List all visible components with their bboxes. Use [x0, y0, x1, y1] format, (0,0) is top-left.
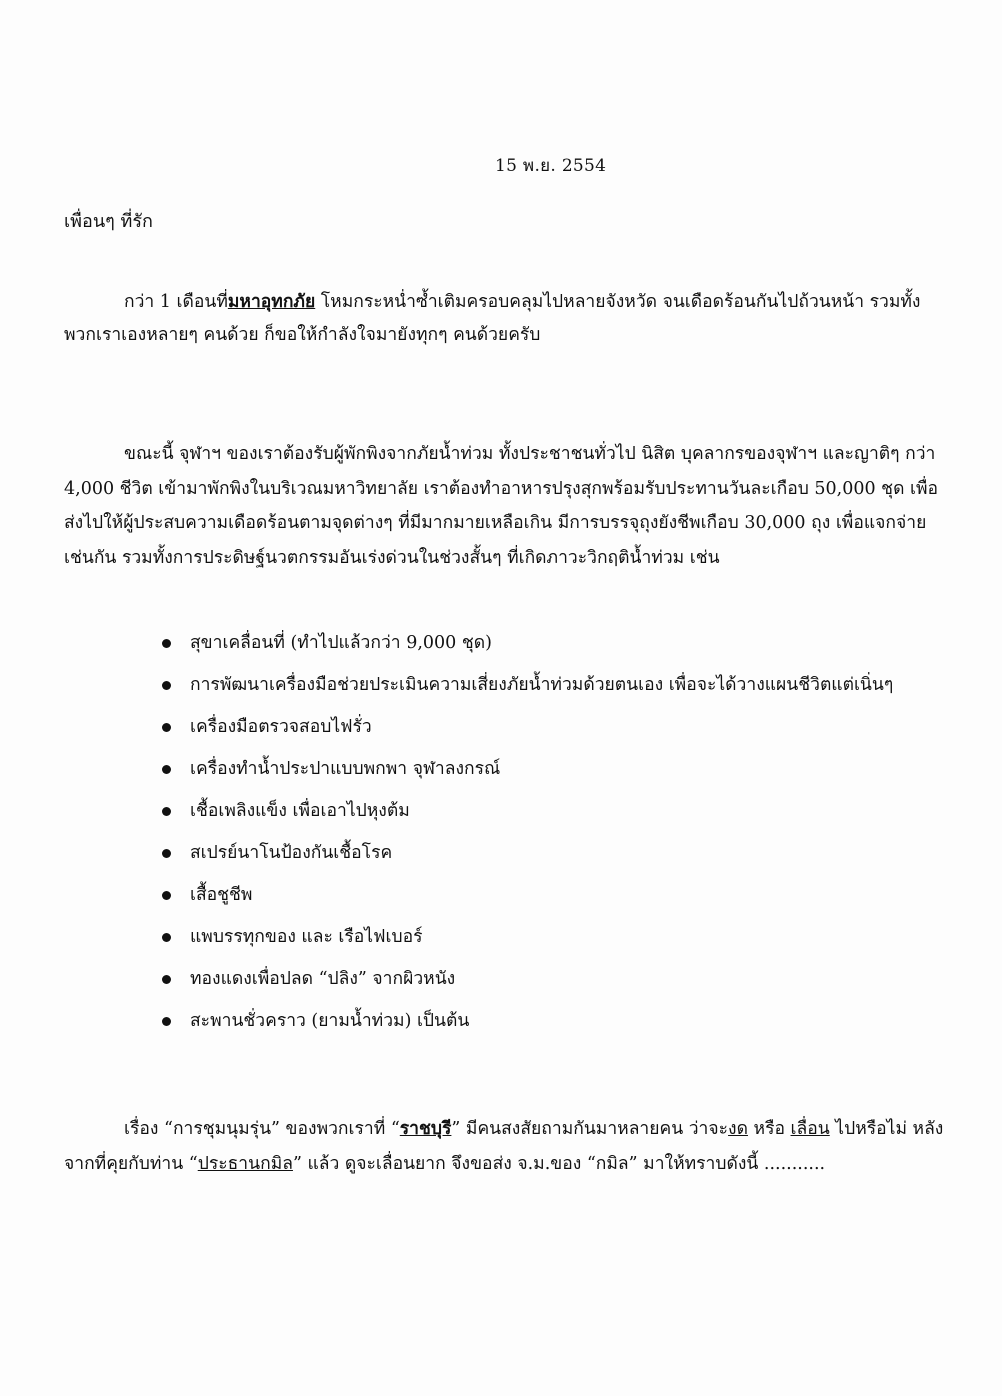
- bullet-icon: [162, 849, 171, 858]
- paragraph-chula-relief: ขณะนี้ จุฬาฯ ของเราต้องรับผู้พักพิงจากภัยน้ำท่วม ทั้งประชาชนทั่วไป นิสิต บุคลากรของจุฬาฯ และญาติๆ กว่า 4,000 ชีวิต เข้ามาพักพิงในบริเวณมหาวิทยาลัย เราต้องทำอาหารปรุงสุกพร้อมรับประทานวันละเกือบ 50,000 ชุด เพื่อส่งไปให้ผู้ประสบความเดือดร้อนตามจุดต่างๆ ที่มีมากมายเหลือเกิน มีการบรรจุถุงยังชีพเกือบ 30,000 ถุง เพื่อแจกจ่ายเช่นกัน รวมทั้งการประดิษฐ์นวตกรรมอันเร่งด่วนในช่วงสั้นๆ ที่เกิดภาวะวิกฤติน้ำท่วม เช่น: [64, 444, 939, 568]
- list-item: [160, 628, 900, 658]
- bullet-icon: [162, 891, 171, 900]
- para3-text-4: ไปหรือไม่ หลังจากที่คุยกับท่าน “: [64, 1119, 944, 1174]
- list-item: [160, 1006, 900, 1036]
- list-item: [160, 838, 900, 868]
- letter-greeting: เพื่อนๆ ที่รัก: [64, 211, 153, 232]
- para3-cancel-word: งด: [728, 1119, 748, 1139]
- list-item: [160, 670, 900, 700]
- letter-date: 15 พ.ย. 2554: [495, 156, 607, 176]
- list-item: [160, 964, 900, 994]
- list-item-text: สุขาเคลื่อนที่ (ทำไปแล้วกว่า 9,000 ชุด): [190, 633, 492, 653]
- list-item-text: สะพานชั่วคราว (ยามน้ำท่วม) เป็นต้น: [190, 1011, 470, 1031]
- innovation-list: [160, 628, 900, 1048]
- para3-text-1: เรื่อง “การชุมนุมรุ่น” ของพวกเราที่ “: [124, 1119, 400, 1139]
- para3-text-3: หรือ: [747, 1119, 791, 1139]
- list-item: [160, 796, 900, 826]
- bullet-icon: [162, 975, 171, 984]
- list-item: [160, 880, 900, 910]
- list-item: [160, 754, 900, 784]
- para3-postpone-word: เลื่อน: [790, 1119, 830, 1139]
- list-item-text: สเปรย์นาโนป้องกันเชื้อโรค: [190, 843, 393, 863]
- bullet-icon: [162, 681, 171, 690]
- list-item-text: เชื้อเพลิงแข็ง เพื่อเอาไปหุงต้ม: [190, 801, 410, 821]
- list-item-text: ทองแดงเพื่อปลด “ปลิง” จากผิวหนัง: [190, 969, 456, 989]
- list-item-text: การพัฒนาเครื่องมือช่วยประเมินความเสี่ยงภัยน้ำท่วมด้วยตนเอง เพื่อจะได้วางแผนชีวิตแต่เนิ่นๆ: [190, 675, 894, 695]
- paragraph-flood-intro: [64, 286, 944, 352]
- para3-text-5: ” แล้ว ดูจะเลื่อนยาก จึงขอส่ง จ.ม.ของ “กมิล” มาให้ทราบดังนี้ ...........: [292, 1154, 826, 1174]
- para3-ratchaburi: ราชบุรี: [399, 1119, 452, 1139]
- list-item: [160, 712, 900, 742]
- bullet-icon: [162, 639, 171, 648]
- bullet-icon: [162, 807, 171, 816]
- para3-text-2: ” มีคนสงสัยถามกันมาหลายคน ว่าจะ: [451, 1119, 729, 1139]
- list-item-text: แพบรรทุกของ และ เรือไฟเบอร์: [190, 927, 423, 947]
- paragraph-reunion: [64, 1112, 944, 1182]
- bullet-icon: [162, 765, 171, 774]
- list-item-text: เครื่องมือตรวจสอบไฟรั่ว: [190, 717, 372, 737]
- para1-text-after: โหมกระหน่ำซ้ำเติมครอบคลุมไปหลายจังหวัด จนเดือดร้อนกันไปถ้วนหน้า รวมทั้งพวกเราเองหลายๆ คนด้วย ก็ขอให้กำลังใจมายังทุกๆ คนด้วยครับ: [64, 292, 921, 345]
- list-item-text: เครื่องทำน้ำประปาแบบพกพา จุฬาลงกรณ์: [190, 759, 501, 779]
- para1-text-before: กว่า 1 เดือนที่: [124, 292, 228, 312]
- bullet-icon: [162, 1017, 171, 1026]
- list-item-text: เสื้อชูชีพ: [190, 885, 253, 905]
- para3-president-kamil: ประธานกมิล: [197, 1154, 293, 1174]
- list-item: [160, 922, 900, 952]
- bullet-icon: [162, 933, 171, 942]
- bullet-icon: [162, 723, 171, 732]
- para1-great-flood: มหาอุทกภัย: [227, 292, 316, 312]
